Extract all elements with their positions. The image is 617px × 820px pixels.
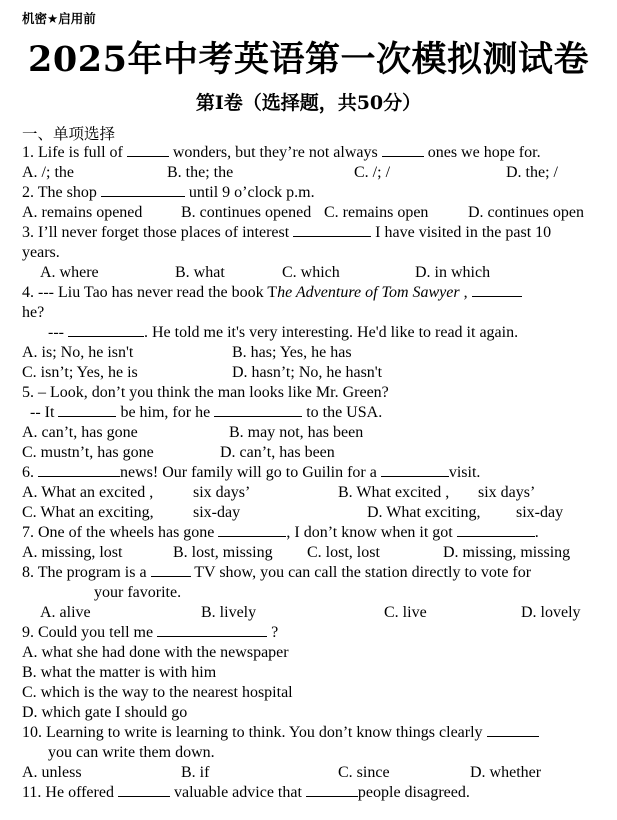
section-heading: 一、单项选择 <box>22 125 116 143</box>
exam-subtitle: 第Ⅰ卷（选择题，共50分） <box>195 92 422 114</box>
option-c-part2: six-day <box>193 504 241 521</box>
option-b: B. lost, missing <box>173 544 273 561</box>
option-a: A. alive <box>40 604 91 621</box>
option-c: C. mustn’t, has gone <box>22 444 154 461</box>
blank <box>306 783 358 797</box>
option-b: B. lively <box>201 604 257 621</box>
question-5-stem: 5. – Look, don’t you think the man looks like Mr. Green? <box>22 384 389 401</box>
option-a-part2: six days’ <box>193 484 251 501</box>
blank <box>457 523 535 537</box>
option-c: C. remains open <box>324 204 429 221</box>
option-b: B. may not, has been <box>229 424 364 441</box>
option-d: D. can’t, has been <box>220 444 335 461</box>
option-d: D. What exciting, <box>367 504 481 521</box>
question-7-stem: 7. One of the wheels has gone , I don’t know when it got . <box>22 524 539 541</box>
option-d: D. whether <box>470 764 542 781</box>
option-d: D. missing, missing <box>443 544 571 561</box>
blank <box>472 283 522 297</box>
question-1-stem: 1. Life is full of wonders, but they’re not always ones we hope for. <box>22 144 541 161</box>
question-4-stem: 4. --- Liu Tao has never read the book The Adventure of Tom Sawyer , <box>22 283 522 303</box>
option-c: C. live <box>384 604 427 621</box>
question-3-stem: 3. I’ll never forget those places of interest I have visited in the past 10 <box>22 224 552 241</box>
option-b: B. What excited , <box>338 484 450 501</box>
blank <box>157 623 267 637</box>
blank <box>381 463 449 477</box>
option-a: A. can’t, has gone <box>22 424 138 441</box>
question-9-stem: 9. Could you tell me ? <box>22 624 279 641</box>
blank <box>382 143 424 157</box>
option-b: B. continues opened <box>181 204 312 221</box>
question-6-stem: 6. news! Our family will go to Guilin for a visit. <box>22 464 481 481</box>
option-b: B. what <box>175 264 225 281</box>
option-c: C. which <box>282 264 340 281</box>
option-d: D. in which <box>415 264 491 281</box>
option-d: D. continues open <box>468 204 584 221</box>
exam-title: 2025年中考英语第一次模拟测试卷 <box>28 39 589 80</box>
option-c: C. lost, lost <box>307 544 380 561</box>
blank <box>151 563 191 577</box>
question-11-stem: 11. He offered valuable advice that people disagreed. <box>22 784 470 801</box>
option-a: A. What an excited , <box>22 484 154 501</box>
option-a: A. remains opened <box>22 204 143 221</box>
confidential-label: 机密★启用前 <box>22 11 96 26</box>
blank <box>68 323 144 337</box>
question-9-option-b: B. what the matter is with him <box>22 664 217 681</box>
option-a: A. unless <box>22 764 82 781</box>
question-3-stem-cont: years. <box>22 244 60 261</box>
option-d-part2: six-day <box>516 504 564 521</box>
question-10-stem-cont: you can write them down. <box>48 744 215 761</box>
blank <box>487 723 539 737</box>
question-8-stem: 8. The program is a TV show, you can call the station directly to vote for <box>22 564 532 581</box>
option-b: B. if <box>181 764 210 781</box>
option-a: A. is; No, he isn't <box>22 344 134 361</box>
option-c: C. isn’t; Yes, he is <box>22 364 138 381</box>
question-5-reply: -- It be him, for he to the USA. <box>30 404 383 421</box>
option-b-part2: six days’ <box>478 484 536 501</box>
question-4-stem-cont: he? <box>22 304 45 321</box>
question-4-reply: --- . He told me it's very interesting. He'd like to read it again. <box>48 324 519 341</box>
blank <box>293 223 371 237</box>
blank <box>214 403 302 417</box>
blank <box>118 783 170 797</box>
question-9-option-c: C. which is the way to the nearest hospital <box>22 684 293 701</box>
option-c: C. since <box>338 764 390 781</box>
blank <box>218 523 286 537</box>
blank <box>127 143 169 157</box>
option-c: C. What an exciting, <box>22 504 154 521</box>
question-9-option-d: D. which gate I should go <box>22 704 188 721</box>
blank <box>38 463 120 477</box>
option-d: D. hasn’t; No, he hasn't <box>232 364 383 381</box>
question-2-stem: 2. The shop until 9 o’clock p.m. <box>22 184 315 201</box>
option-d: D. lovely <box>521 604 581 621</box>
blank <box>58 403 116 417</box>
option-a: A. where <box>40 264 99 281</box>
question-9-option-a: A. what she had done with the newspaper <box>22 644 289 661</box>
option-a: A. missing, lost <box>22 544 123 561</box>
option-b: B. has; Yes, he has <box>232 344 352 361</box>
option-b: B. the; the <box>167 164 234 181</box>
option-d: D. the; / <box>506 164 558 181</box>
option-a: A. /; the <box>22 164 74 181</box>
blank <box>101 183 185 197</box>
question-8-stem-cont: your favorite. <box>94 584 182 601</box>
question-10-stem: 10. Learning to write is learning to think. You don’t know things clearly <box>22 723 539 743</box>
option-c: C. /; / <box>354 164 391 181</box>
